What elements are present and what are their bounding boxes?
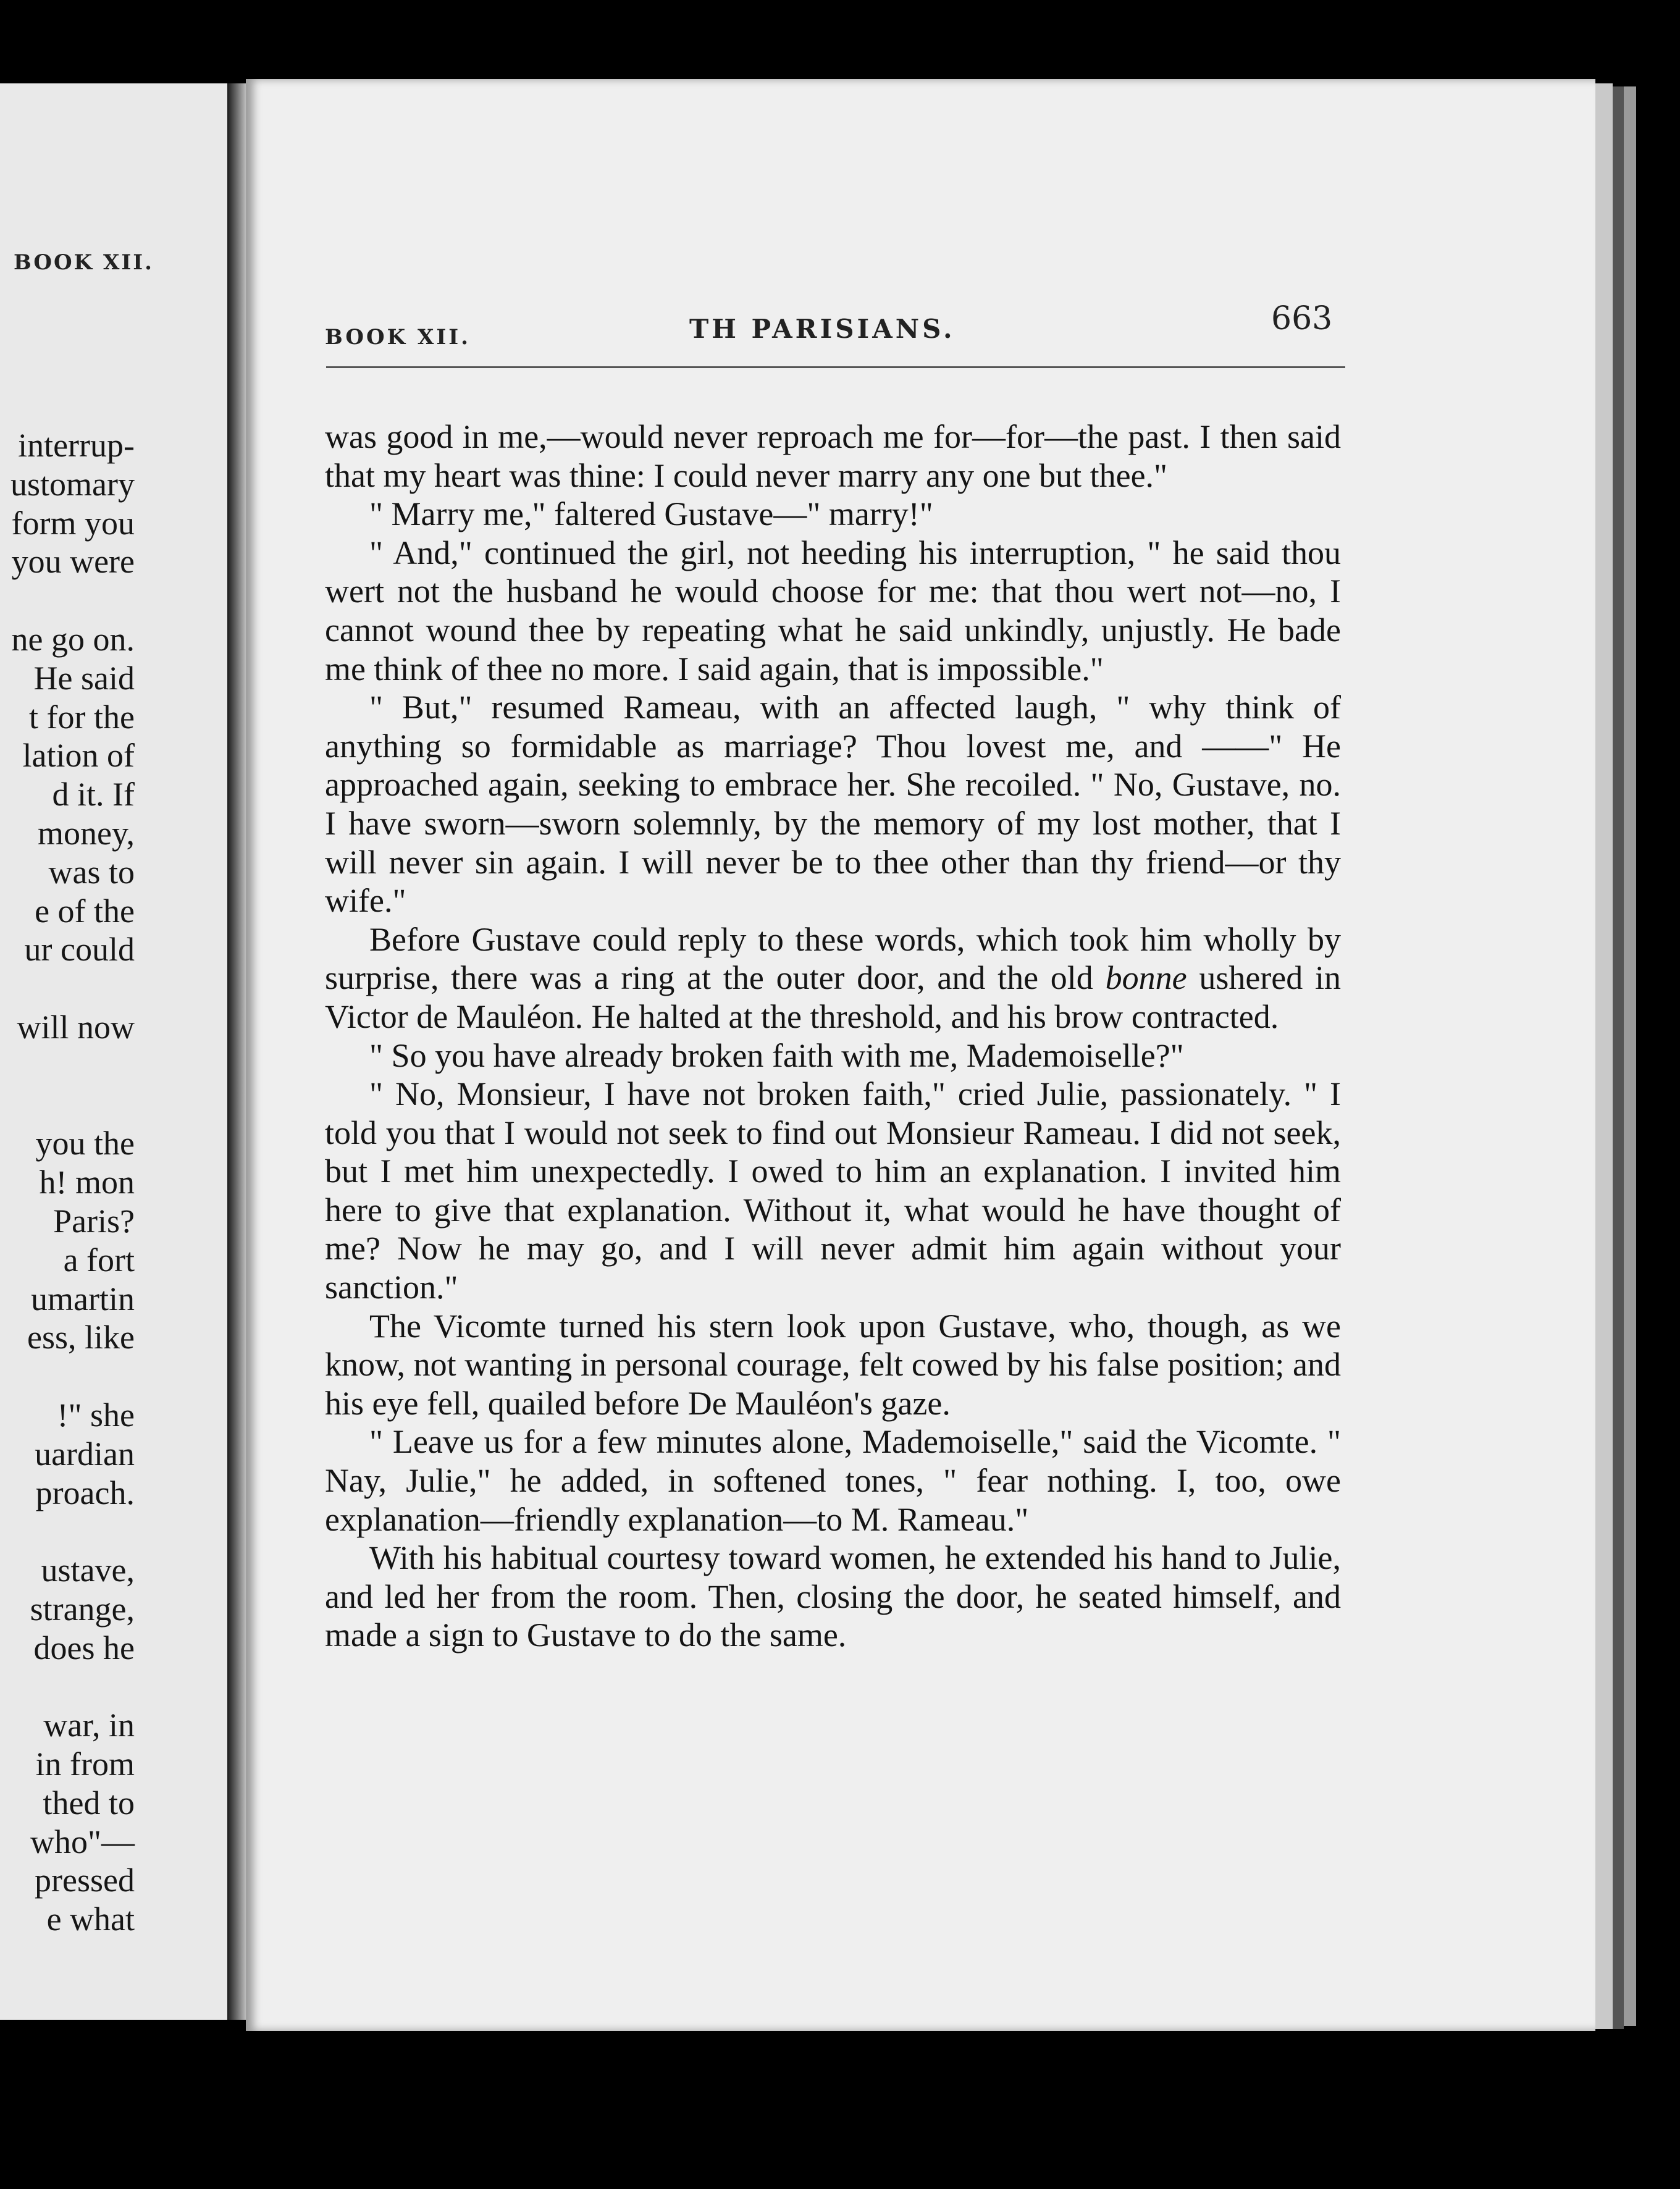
left-page	[0, 83, 231, 2020]
left-line: war, in	[43, 1707, 135, 1744]
left-line	[0, 1512, 135, 1551]
left-line	[0, 1047, 135, 1086]
left-line: umartin	[31, 1280, 135, 1317]
left-line: a fort	[63, 1241, 135, 1279]
italic-word: bonne	[1105, 959, 1187, 997]
page-edge	[1624, 86, 1636, 2026]
left-line: uardian	[35, 1435, 135, 1473]
left-line	[0, 581, 135, 620]
paragraph: " Leave us for a few minutes alone, Mademoiselle," said the Vicomte. " Nay, Julie," he added, in softened tones, " fear nothing. I, too, owe explanation—friendly explanation—to M. Rameau."	[325, 1423, 1341, 1538]
left-line: ustave,	[41, 1552, 135, 1589]
paragraph: The Vicomte turned his stern look upon Gustave, who, though, as we know, not wanting in personal courage, felt cowed by his false position; and his eye fell, quailed before De Mauléon's gaze.	[325, 1307, 1341, 1422]
left-line: strange,	[30, 1590, 135, 1628]
left-line: will now	[17, 1008, 135, 1046]
page-edge	[1595, 83, 1613, 2029]
left-line: d it. If	[52, 776, 135, 813]
left-line: was to	[48, 853, 135, 891]
left-line: ess, like	[27, 1319, 135, 1356]
left-line: you were	[11, 543, 135, 581]
left-line: t for the	[29, 698, 135, 736]
left-line	[0, 1086, 135, 1125]
paragraph: " So you have already broken faith with me, Mademoiselle?"	[369, 1036, 1184, 1074]
book-gutter	[227, 83, 246, 2020]
text-run: Before Gustave could reply to these words, which took him wholly by surprise, there was a ring at the outer door, and the old	[325, 920, 1341, 997]
text-run: ushered in Victor de Mauléon. He halted at the threshold, and his brow contracted.	[325, 959, 1342, 1035]
left-line: lation of	[22, 737, 135, 775]
running-header-book: BOOK XII.	[325, 325, 471, 350]
left-line: ur could	[24, 931, 135, 968]
right-page	[246, 79, 1595, 2031]
left-line: e of the	[35, 892, 135, 930]
paragraph: " And," continued the girl, not heeding his interruption, " he said thou wert not the husband he would choose for me: that thou wert not—no, I cannot wound thee by repeating what he said unkindly, unjustly. He bade me think of thee no more. I said again, that is impossible."	[325, 534, 1341, 687]
paragraph: With his habitual courtesy toward women, he extended his hand to Julie, and led her from the room. Then, closing the door, he seated himself, and made a sign to Gustave to do the same.	[325, 1539, 1341, 1654]
left-line: pressed	[35, 1862, 135, 1899]
left-running-header: BOOK XII.	[14, 250, 154, 275]
left-line: interrup-	[18, 427, 135, 464]
paragraph: " No, Monsieur, I have not broken faith," cried Julie, passionately. " I told you that I would not seek to find out Monsieur Rameau. I did not seek, but I met him unexpectedly. I owed to him an explanation. I invited him here to give that explanation. Without it, what would he have thought of me? Now he may go, and I will never admit him again without your sanction."	[325, 1075, 1341, 1306]
paragraph: " But," resumed Rameau, with an affected laugh, " why think of anything so formidable as marriage? Thou lovest me, and ——" He approached again, seeking to embrace her. She recoiled. " No, Gustave, no. I have sworn—sworn solemnly, by the memory of my lost mother, that I will never sin again. I will never be to thee other than thy friend—or thy wife."	[325, 689, 1341, 920]
paragraph: was good in me,—would never reproach me for—for—the past. I then said that my heart was thine: I could never marry any one but thee."	[325, 418, 1341, 494]
left-line: Paris?	[53, 1202, 135, 1240]
running-header-title: TH PARISIANS.	[689, 314, 956, 344]
left-line: money,	[38, 814, 135, 852]
page-number: 663	[1271, 300, 1333, 337]
left-line: in from	[35, 1746, 135, 1783]
left-line	[0, 969, 135, 1008]
left-page-text	[0, 426, 135, 1939]
left-line: !" she	[57, 1396, 135, 1434]
left-line: ne go on.	[11, 620, 135, 658]
left-line: h! mon	[39, 1164, 135, 1201]
left-line: form you	[11, 504, 135, 542]
paragraph: " Marry me," faltered Gustave—" marry!"	[369, 495, 933, 533]
left-line: you the	[35, 1125, 135, 1162]
left-line: ustomary	[10, 465, 135, 503]
left-line: thed to	[43, 1784, 135, 1821]
left-line: proach.	[35, 1474, 135, 1511]
header-rule	[326, 366, 1345, 368]
page-edge	[1613, 86, 1624, 2029]
left-line	[0, 1668, 135, 1707]
page-body	[325, 418, 1341, 1655]
left-line	[0, 1357, 135, 1396]
left-line: e what	[46, 1901, 135, 1938]
paragraph	[325, 920, 1341, 1036]
left-line: He said	[33, 659, 135, 697]
left-line: who"—	[30, 1823, 135, 1860]
left-line: does he	[33, 1629, 135, 1666]
